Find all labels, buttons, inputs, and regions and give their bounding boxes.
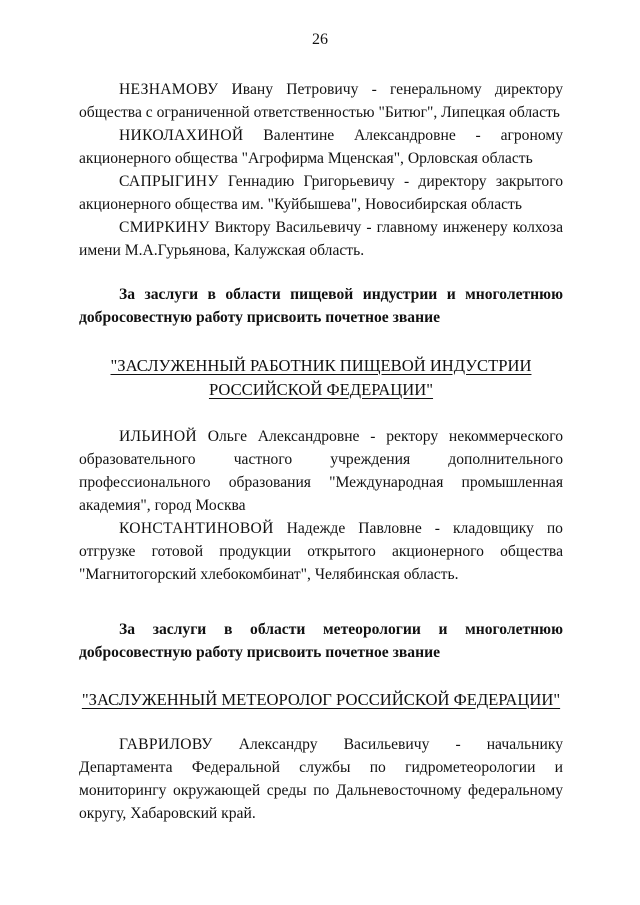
awardee-details: Ивану Петровичу - генеральному директору общества с ограниченной ответственностью "Битюг", Липецкая область <box>79 81 563 121</box>
award-entry <box>79 733 563 825</box>
honorary-title <box>79 688 563 712</box>
awardee-details: Надежде Павловне - кладовщику по отгрузке готовой продукции открытого акционерного общества "Магнитогорский хлебокомбинат", Челябинская область. <box>79 520 563 583</box>
awardee-details: Ольге Александровне - ректору некоммерческого образовательного частного учреждения дополнительного профессионального образования "Международная промышленная академия", город Москва <box>79 428 563 514</box>
honorary-title-line: "ЗАСЛУЖЕННЫЙ МЕТЕОРОЛОГ РОССИЙСКОЙ ФЕДЕРАЦИИ" <box>81 690 561 709</box>
page-content <box>79 78 563 825</box>
award-entry <box>79 517 563 586</box>
awardee-details: Валентине Александровне - агроному акционерного общества "Агрофирма Мценская", Орловская область <box>79 127 563 167</box>
awardee-details: Александру Васильевичу - начальнику Департамента Федеральной службы по гидрометеорологии и мониторингу окружающей среды по Дальневосточному федеральному округу, Хабаровский край. <box>79 736 563 822</box>
award-entry <box>79 216 563 262</box>
honorary-title-line: РОССИЙСКОЙ ФЕДЕРАЦИИ" <box>208 380 434 399</box>
honorary-title-line: "ЗАСЛУЖЕННЫЙ РАБОТНИК ПИЩЕВОЙ ИНДУСТРИИ <box>110 356 532 375</box>
awardee-details: Геннадию Григорьевичу - директору закрытого акционерного общества им. "Куйбышева", Новосибирская область <box>79 173 563 213</box>
awardee-surname: ИЛЬИНОЙ <box>119 428 197 445</box>
awardee-details: Виктору Васильевичу - главному инженеру колхоза имени М.А.Гурьянова, Калужская область. <box>79 219 563 259</box>
section-intro: За заслуги в области пищевой индустрии и многолетнюю добросовестную работу присвоить почетное звание <box>79 286 563 326</box>
awardee-surname: КОНСТАНТИНОВОЙ <box>119 520 274 537</box>
award-entry <box>79 425 563 517</box>
section-intro: За заслуги в области метеорологии и многолетнюю добросовестную работу присвоить почетное звание <box>79 621 563 661</box>
awardee-surname: ГАВРИЛОВУ <box>119 736 213 753</box>
awardee-surname: НЕЗНАМОВУ <box>119 81 219 98</box>
award-entry <box>79 124 563 170</box>
award-entry <box>79 170 563 216</box>
award-entry <box>79 78 563 124</box>
honorary-title <box>79 354 563 402</box>
awardee-surname: НИКОЛАХИНОЙ <box>119 127 244 144</box>
awardee-surname: САПРЫГИНУ <box>119 173 219 190</box>
page-number: 26 <box>312 31 328 48</box>
awardee-surname: СМИРКИНУ <box>119 219 210 236</box>
